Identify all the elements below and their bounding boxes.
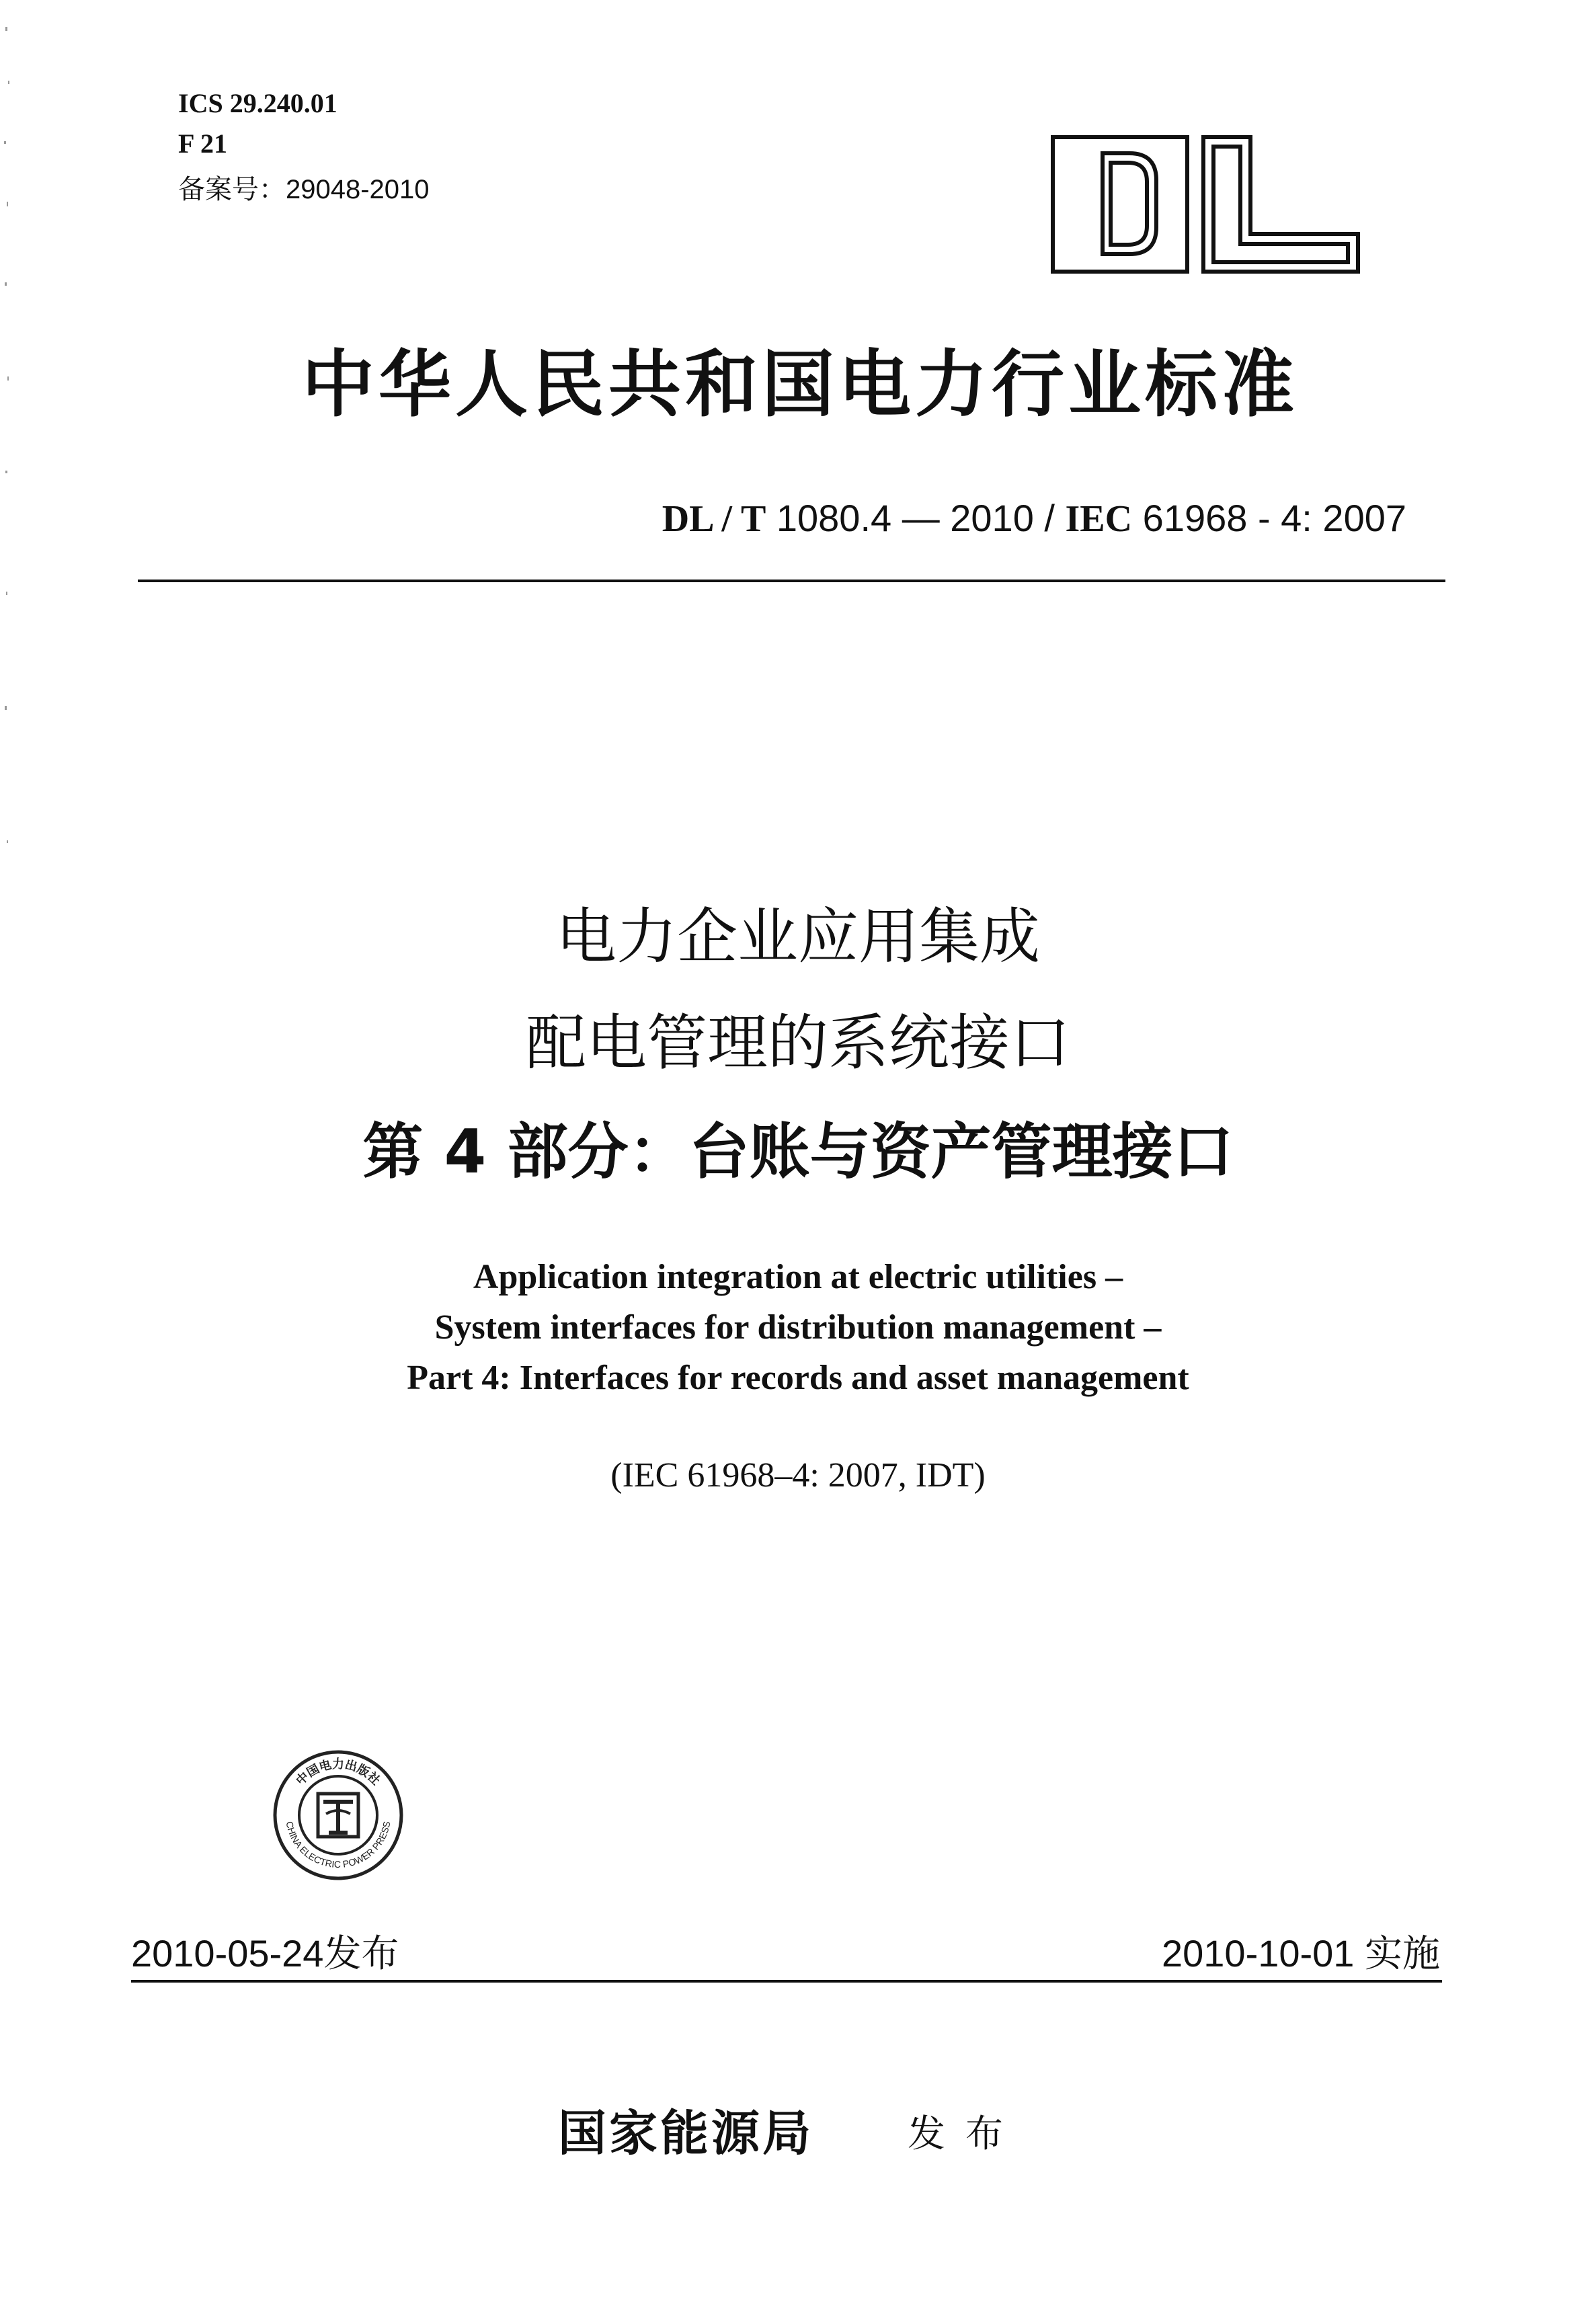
publisher-name: 国家能源局 [558, 2104, 814, 2161]
standard-number [662, 496, 1406, 541]
seal-en-text: CHINA ELECTRIC POWER PRESS [284, 1820, 393, 1870]
en-title-line-2: System interfaces for distribution management – [434, 1308, 1162, 1347]
cn-title-line-2: 配电管理的系统接口 [526, 1008, 1070, 1078]
issue-date: 2010-05-24发布 [131, 1932, 399, 1975]
seal-cn-text: 中国电力出版社 [293, 1757, 383, 1788]
header-rule [138, 580, 1445, 582]
press-seal [271, 1748, 405, 1882]
publish-label: 发布 [908, 2112, 1023, 2156]
ics-code: ICS 29.240.01 [178, 88, 337, 118]
cn-title-line-1: 电力企业应用集成 [556, 902, 1040, 972]
implementation-date: 2010-10-01 实施 [1161, 1932, 1440, 1975]
iec-prefix: IEC [1065, 498, 1133, 540]
classification-code: F 21 [178, 128, 227, 159]
scan-edge-marks [0, 0, 20, 1008]
iec-number-value: 61968 - 4: 2007 [1142, 497, 1406, 539]
cn-title-line-3: 第 4 部分：台账与资产管理接口 [362, 1117, 1234, 1187]
equivalence-note: (IEC 61968–4: 2007, IDT) [610, 1456, 986, 1494]
standard-number-prefix: DL / T [662, 498, 766, 540]
en-title-line-1: Application integration at electric utilities – [473, 1258, 1123, 1296]
standard-number-value: 1080.4 — 2010 / [776, 497, 1055, 539]
standard-category-title: 中华人民共和国电力行业标准 [301, 342, 1298, 427]
filing-number: 备案号：29048-2010 [178, 175, 430, 204]
en-title-line-3: Part 4: Interfaces for records and asset management [407, 1359, 1189, 1397]
footer-rule [131, 1980, 1442, 1983]
dl-logo [1049, 133, 1365, 281]
